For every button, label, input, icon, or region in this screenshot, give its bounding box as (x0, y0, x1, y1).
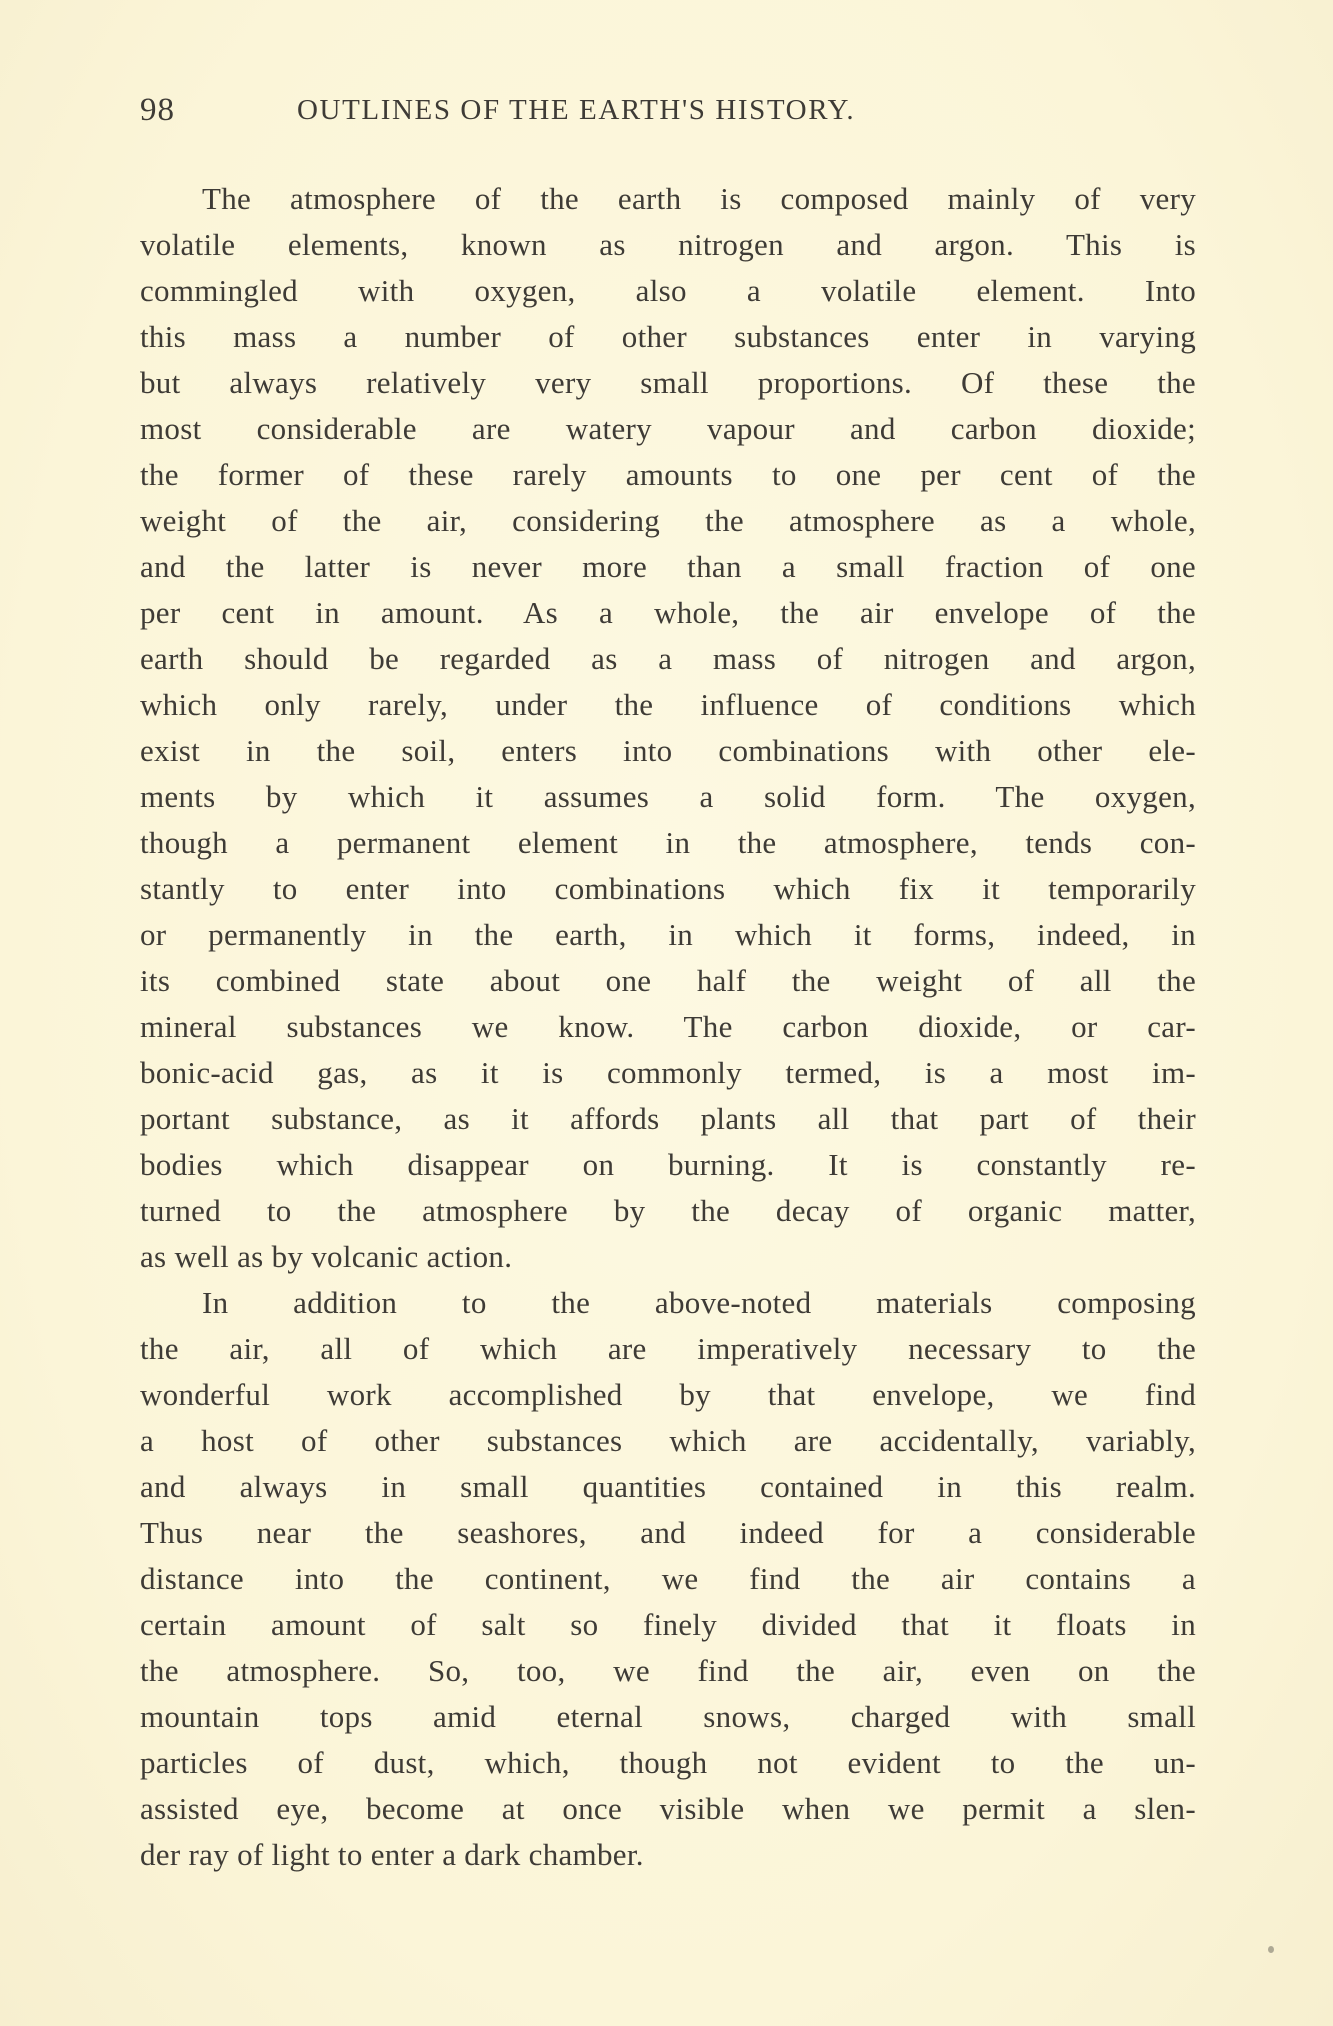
paragraph-2-line: Thus near the seashores, and indeed for a considerable (140, 1515, 1196, 1550)
paragraph-2-line: certain amount of salt so finely divided that it floats in (140, 1607, 1196, 1642)
paragraph-2-line: the air, all of which are imperatively necessary to the (140, 1331, 1196, 1366)
paragraph-1-line: mineral substances we know. The carbon dioxide, or car- (140, 1009, 1196, 1044)
paragraph-1-line: which only rarely, under the influence of conditions which (140, 687, 1196, 722)
paragraph-1-line: portant substance, as it affords plants all that part of their (140, 1101, 1196, 1136)
running-title: OUTLINES OF THE EARTH'S HISTORY. (297, 94, 856, 126)
paragraph-1-line: per cent in amount. As a whole, the air envelope of the (140, 595, 1196, 630)
paragraph-1-line: but always relatively very small proportions. Of these the (140, 365, 1196, 400)
paragraph-1-line: its combined state about one half the weight of all the (140, 963, 1196, 998)
paragraph-2-line: wonderful work accomplished by that envelope, we find (140, 1377, 1196, 1412)
paragraph-1-line: or permanently in the earth, in which it forms, indeed, in (140, 917, 1196, 952)
paragraph-1-line: stantly to enter into combinations which fix it temporarily (140, 871, 1196, 906)
paragraph-1-line: turned to the atmosphere by the decay of organic matter, (140, 1193, 1196, 1228)
paragraph-1-line: most considerable are watery vapour and carbon dioxide; (140, 411, 1196, 446)
paragraph-2-line: particles of dust, which, though not evident to the un- (140, 1745, 1196, 1780)
paragraph-2-line: and always in small quantities contained in this realm. (140, 1469, 1196, 1504)
body-text (140, 176, 1196, 1878)
paragraph-2-line: In addition to the above-noted materials composing (202, 1285, 1196, 1320)
paragraph-1-line: though a permanent element in the atmosphere, tends con- (140, 825, 1196, 860)
paragraph-1-line: earth should be regarded as a mass of nitrogen and argon, (140, 641, 1196, 676)
paragraph-2-line: mountain tops amid eternal snows, charged with small (140, 1699, 1196, 1734)
paragraph-1-line: The atmosphere of the earth is composed mainly of very (202, 181, 1196, 216)
paragraph-1-line: ments by which it assumes a solid form. The oxygen, (140, 779, 1196, 814)
paragraph-2-line: der ray of light to enter a dark chamber. (140, 1837, 644, 1872)
paragraph-2-line: assisted eye, become at once visible when we permit a slen- (140, 1791, 1196, 1826)
paragraph-1-line: volatile elements, known as nitrogen and argon. This is (140, 227, 1196, 262)
paragraph-1-line: this mass a number of other substances enter in varying (140, 319, 1196, 354)
paragraph-1-line: and the latter is never more than a small fraction of one (140, 549, 1196, 584)
paragraph-1-line: bodies which disappear on burning. It is constantly re- (140, 1147, 1196, 1182)
paragraph-1-line: commingled with oxygen, also a volatile element. Into (140, 273, 1196, 308)
paragraph-2-line: the atmosphere. So, too, we find the air, even on the (140, 1653, 1196, 1688)
paragraph-2-line: distance into the continent, we find the air contains a (140, 1561, 1196, 1596)
paragraph-1-line: bonic-acid gas, as it is commonly termed, is a most im- (140, 1055, 1196, 1090)
paragraph-1-line: weight of the air, considering the atmosphere as a whole, (140, 503, 1196, 538)
paper-speck (1268, 1946, 1274, 1953)
running-head (140, 92, 1040, 136)
paragraph-1-line: exist in the soil, enters into combinations with other ele- (140, 733, 1196, 768)
paragraph-2-line: a host of other substances which are accidentally, variably, (140, 1423, 1196, 1458)
page-number: 98 (140, 92, 175, 128)
paragraph-1-line: as well as by volcanic action. (140, 1239, 513, 1274)
paragraph-1-line: the former of these rarely amounts to one per cent of the (140, 457, 1196, 492)
